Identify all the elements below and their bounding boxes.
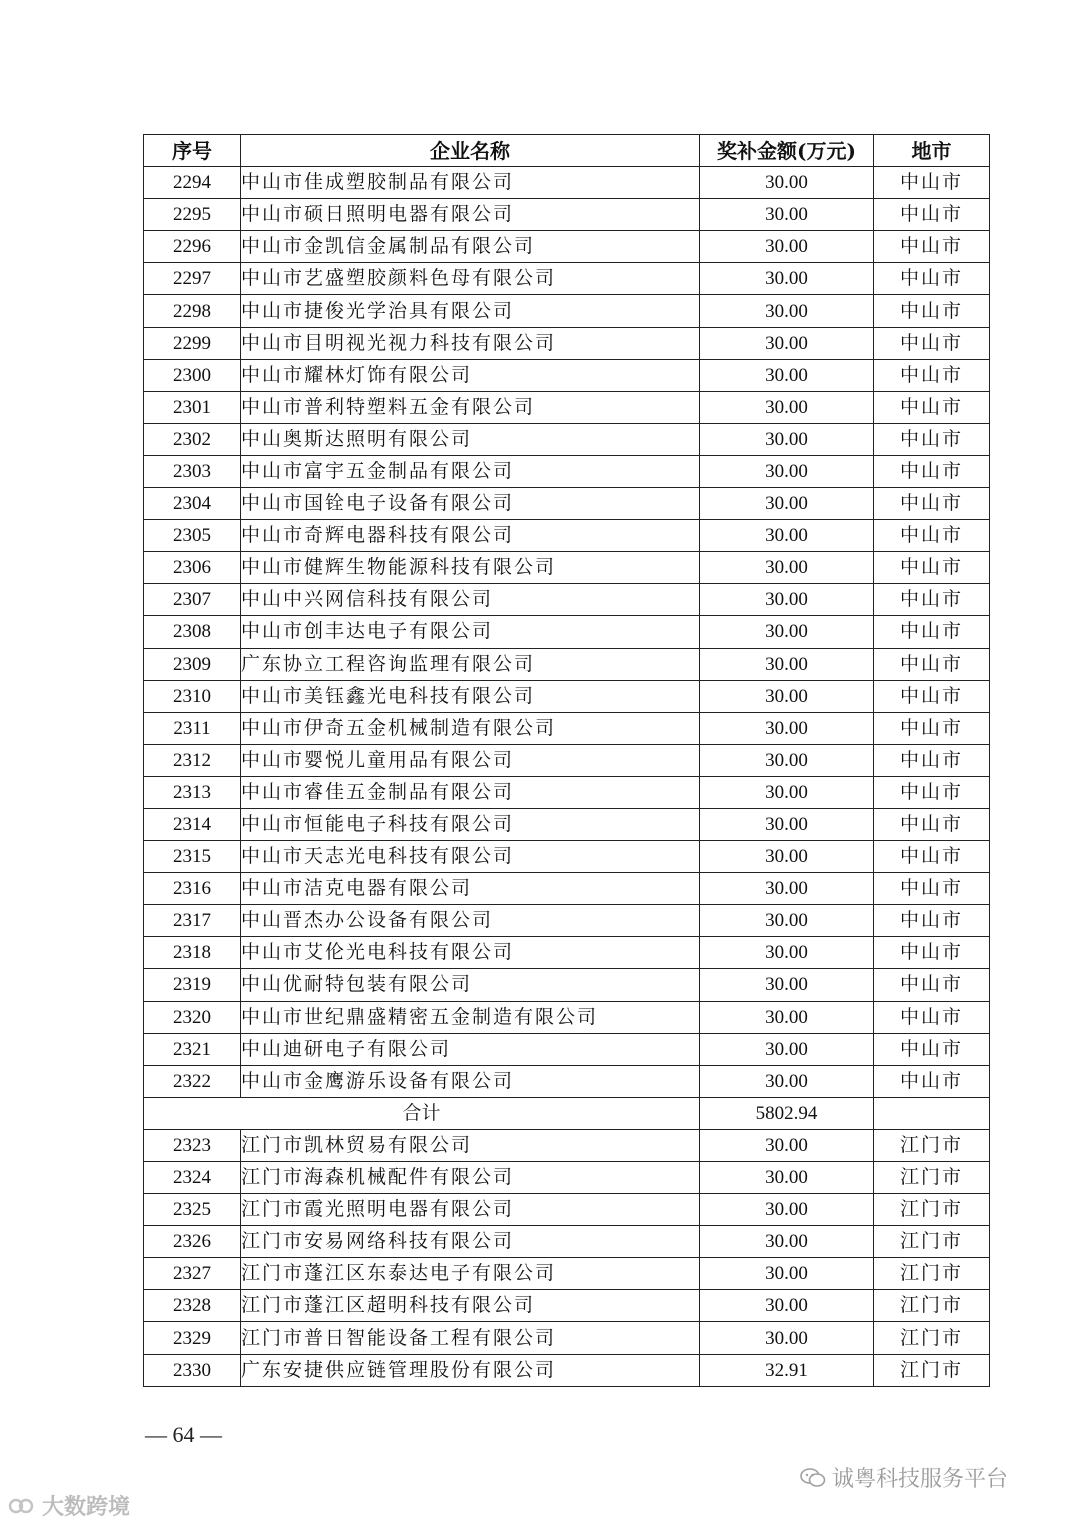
row-no: 2304 [144,488,241,520]
table-row [144,488,990,520]
row-city: 中山市 [874,359,990,391]
row-city: 中山市 [874,1001,990,1033]
row-no: 2301 [144,391,241,423]
table-row [144,327,990,359]
row-amount: 30.00 [700,1258,874,1290]
row-no: 2319 [144,969,241,1001]
row-company-name: 江门市蓬江区超明科技有限公司 [241,1290,700,1322]
row-no: 2324 [144,1162,241,1194]
row-city: 中山市 [874,808,990,840]
row-amount: 30.00 [700,680,874,712]
table-row [144,969,990,1001]
row-amount: 32.91 [700,1354,874,1386]
row-company-name: 中山中兴网信科技有限公司 [241,584,700,616]
table-row [144,1001,990,1033]
row-no: 2308 [144,616,241,648]
row-no: 2323 [144,1129,241,1161]
row-city: 中山市 [874,969,990,1001]
table-row [144,1162,990,1194]
row-amount: 30.00 [700,327,874,359]
row-company-name: 中山市奇辉电器科技有限公司 [241,520,700,552]
row-city: 中山市 [874,231,990,263]
table-row [144,167,990,199]
row-amount: 30.00 [700,776,874,808]
row-amount: 30.00 [700,1033,874,1065]
row-city: 中山市 [874,552,990,584]
row-company-name: 中山市伊奇五金机械制造有限公司 [241,712,700,744]
header-city: 地市 [874,135,990,167]
row-no: 2299 [144,327,241,359]
row-amount: 30.00 [700,455,874,487]
row-amount: 30.00 [700,552,874,584]
row-amount: 30.00 [700,841,874,873]
row-city: 中山市 [874,263,990,295]
row-no: 2307 [144,584,241,616]
row-amount: 30.00 [700,1129,874,1161]
row-city: 中山市 [874,584,990,616]
row-company-name: 江门市凯林贸易有限公司 [241,1129,700,1161]
row-company-name: 中山市艾伦光电科技有限公司 [241,937,700,969]
total-city-cell [874,1097,990,1129]
row-amount: 30.00 [700,808,874,840]
row-no: 2313 [144,776,241,808]
total-row [144,1097,990,1129]
table-body-jiangmen [144,1129,990,1386]
header-no: 序号 [144,135,241,167]
row-no: 2316 [144,873,241,905]
row-city: 江门市 [874,1258,990,1290]
row-amount: 30.00 [700,1290,874,1322]
row-no: 2294 [144,167,241,199]
row-no: 2325 [144,1194,241,1226]
row-company-name: 广东安捷供应链管理股份有限公司 [241,1354,700,1386]
table-row [144,1065,990,1097]
row-amount: 30.00 [700,295,874,327]
row-city: 江门市 [874,1194,990,1226]
subsidy-table [143,134,990,1387]
table-row [144,680,990,712]
row-amount: 30.00 [700,648,874,680]
row-amount: 30.00 [700,712,874,744]
table-row [144,648,990,680]
row-amount: 30.00 [700,616,874,648]
table-row [144,520,990,552]
row-amount: 30.00 [700,873,874,905]
row-amount: 30.00 [700,391,874,423]
row-company-name: 江门市海森机械配件有限公司 [241,1162,700,1194]
row-city: 中山市 [874,744,990,776]
header-row [144,135,990,167]
row-city: 中山市 [874,167,990,199]
table-body-total [144,1097,990,1129]
row-company-name: 中山市捷俊光学治具有限公司 [241,295,700,327]
row-company-name: 中山市佳成塑胶制品有限公司 [241,167,700,199]
table-row [144,776,990,808]
table-row [144,873,990,905]
row-city: 江门市 [874,1129,990,1161]
row-amount: 30.00 [700,1162,874,1194]
row-company-name: 中山市艺盛塑胶颜料色母有限公司 [241,263,700,295]
row-amount: 30.00 [700,488,874,520]
table-row [144,263,990,295]
row-no: 2311 [144,712,241,744]
total-amount: 5802.94 [700,1097,874,1129]
row-company-name: 中山市睿佳五金制品有限公司 [241,776,700,808]
row-company-name: 广东协立工程咨询监理有限公司 [241,648,700,680]
table-row [144,1033,990,1065]
row-city: 中山市 [874,712,990,744]
watermark-left-text: 大数跨境 [42,1495,131,1520]
row-no: 2295 [144,199,241,231]
row-company-name: 中山市洁克电器有限公司 [241,873,700,905]
table-row [144,231,990,263]
row-company-name: 中山市耀林灯饰有限公司 [241,359,700,391]
row-city: 中山市 [874,841,990,873]
row-city: 江门市 [874,1322,990,1354]
page-number: — 64 — [145,1422,222,1447]
row-city: 中山市 [874,648,990,680]
row-company-name: 江门市安易网络科技有限公司 [241,1226,700,1258]
row-no: 2312 [144,744,241,776]
row-city: 中山市 [874,488,990,520]
row-city: 中山市 [874,327,990,359]
row-city: 中山市 [874,199,990,231]
row-company-name: 中山优耐特包装有限公司 [241,969,700,1001]
table-row [144,1194,990,1226]
row-company-name: 江门市霞光照明电器有限公司 [241,1194,700,1226]
row-no: 2317 [144,905,241,937]
row-amount: 30.00 [700,359,874,391]
row-company-name: 中山晋杰办公设备有限公司 [241,905,700,937]
table-row [144,808,990,840]
table-row [144,391,990,423]
table-row [144,744,990,776]
row-no: 2303 [144,455,241,487]
row-no: 2327 [144,1258,241,1290]
row-company-name: 江门市普日智能设备工程有限公司 [241,1322,700,1354]
row-no: 2315 [144,841,241,873]
row-city: 江门市 [874,1290,990,1322]
row-no: 2310 [144,680,241,712]
row-city: 中山市 [874,1065,990,1097]
row-company-name: 中山市硕日照明电器有限公司 [241,199,700,231]
row-city: 江门市 [874,1226,990,1258]
row-city: 中山市 [874,391,990,423]
row-amount: 30.00 [700,1065,874,1097]
row-company-name: 中山市天志光电科技有限公司 [241,841,700,873]
row-city: 江门市 [874,1162,990,1194]
row-no: 2321 [144,1033,241,1065]
row-no: 2305 [144,520,241,552]
row-city: 中山市 [874,1033,990,1065]
row-company-name: 中山市婴悦儿童用品有限公司 [241,744,700,776]
row-city: 中山市 [874,423,990,455]
row-city: 江门市 [874,1354,990,1386]
watermark-right-text: 诚粤科技服务平台 [832,1467,1009,1492]
brand-logo-icon [8,1495,38,1517]
row-no: 2309 [144,648,241,680]
table-row [144,359,990,391]
table-row [144,1258,990,1290]
row-city: 中山市 [874,455,990,487]
row-no: 2297 [144,263,241,295]
header-amount: 奖补金额(万元) [700,135,874,167]
row-company-name: 中山市健辉生物能源科技有限公司 [241,552,700,584]
row-no: 2298 [144,295,241,327]
row-company-name: 中山市金凯信金属制品有限公司 [241,231,700,263]
row-company-name: 中山市富宇五金制品有限公司 [241,455,700,487]
row-no: 2329 [144,1322,241,1354]
table-row [144,584,990,616]
row-amount: 30.00 [700,905,874,937]
row-company-name: 中山市世纪鼎盛精密五金制造有限公司 [241,1001,700,1033]
row-amount: 30.00 [700,263,874,295]
row-amount: 30.00 [700,744,874,776]
row-company-name: 中山市美钰鑫光电科技有限公司 [241,680,700,712]
table-row [144,455,990,487]
row-city: 中山市 [874,776,990,808]
row-city: 中山市 [874,520,990,552]
table-row [144,712,990,744]
row-amount: 30.00 [700,423,874,455]
row-company-name: 中山市目明视光视力科技有限公司 [241,327,700,359]
row-amount: 30.00 [700,937,874,969]
table-row [144,423,990,455]
row-company-name: 中山迪研电子有限公司 [241,1033,700,1065]
table-row [144,1226,990,1258]
row-no: 2318 [144,937,241,969]
row-city: 中山市 [874,905,990,937]
row-no: 2314 [144,808,241,840]
row-company-name: 江门市蓬江区东泰达电子有限公司 [241,1258,700,1290]
table-row [144,841,990,873]
row-no: 2302 [144,423,241,455]
row-company-name: 中山市普利特塑料五金有限公司 [241,391,700,423]
wechat-icon [800,1467,826,1489]
table-row [144,1129,990,1161]
table-row [144,1354,990,1386]
row-city: 中山市 [874,295,990,327]
row-no: 2300 [144,359,241,391]
row-city: 中山市 [874,616,990,648]
table-row [144,905,990,937]
row-amount: 30.00 [700,1001,874,1033]
row-no: 2322 [144,1065,241,1097]
row-no: 2306 [144,552,241,584]
row-no: 2330 [144,1354,241,1386]
row-amount: 30.00 [700,199,874,231]
row-amount: 30.00 [700,231,874,263]
header-company-name: 企业名称 [241,135,700,167]
watermark-left [8,1490,130,1521]
table-body-zhongshan [144,167,990,1098]
row-company-name: 中山市创丰达电子有限公司 [241,616,700,648]
row-no: 2326 [144,1226,241,1258]
row-company-name: 中山市恒能电子科技有限公司 [241,808,700,840]
row-company-name: 中山市金鹰游乐设备有限公司 [241,1065,700,1097]
row-company-name: 中山奥斯达照明有限公司 [241,423,700,455]
row-company-name: 中山市国铨电子设备有限公司 [241,488,700,520]
table-row [144,616,990,648]
row-amount: 30.00 [700,520,874,552]
row-city: 中山市 [874,873,990,905]
row-amount: 30.00 [700,969,874,1001]
row-no: 2320 [144,1001,241,1033]
table-row [144,199,990,231]
row-amount: 30.00 [700,1194,874,1226]
row-city: 中山市 [874,937,990,969]
row-amount: 30.00 [700,1322,874,1354]
table-row [144,1322,990,1354]
row-no: 2328 [144,1290,241,1322]
row-no: 2296 [144,231,241,263]
watermark-right [800,1462,1008,1493]
row-amount: 30.00 [700,167,874,199]
row-amount: 30.00 [700,1226,874,1258]
total-label: 合计 [144,1097,700,1129]
table-row [144,552,990,584]
table-row [144,295,990,327]
row-amount: 30.00 [700,584,874,616]
table-row [144,1290,990,1322]
row-city: 中山市 [874,680,990,712]
table-row [144,937,990,969]
